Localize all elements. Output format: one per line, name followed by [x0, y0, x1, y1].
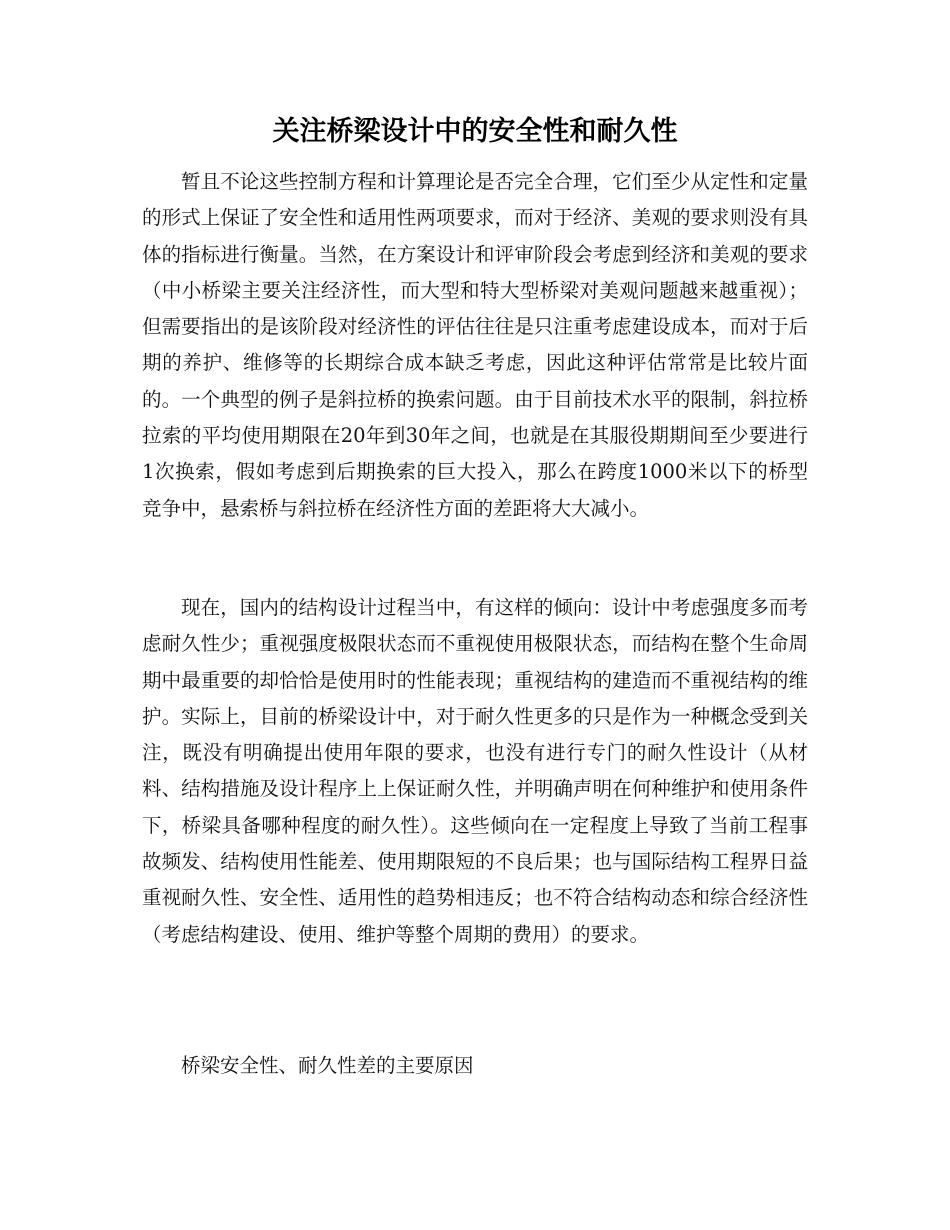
- paragraph-economy: 暂且不论这些控制方程和计算理论是否完全合理，它们至少从定性和定量的形式上保证了安全性和适用性两项要求，而对于经济、美观的要求则没有具体的指标进行衡量。当然，在方案设计和评审阶段会考虑到经济和美观的要求（中小桥梁主要关注经济性，而大型和特大型桥梁对美观问题越来越重视）；但需要指出的是该阶段对经济性的评估往往是只注重考虑建设成本，而对于后期的养护、维修等的长期综合成本缺乏考虑，因此这种评估常常是比较片面的。一个典型的例子是斜拉桥的换索问题。由于目前技术水平的限制，斜拉桥拉索的平均使用期限在20年到30年之间，也就是在其服役期期间至少要进行1次换索，假如考虑到后期换索的巨大投入，那么在跨度1000米以下的桥型竞争中，悬索桥与斜拉桥在经济性方面的差距将大大减小。: [142, 170, 808, 520]
- paragraph-durability: 现在，国内的结构设计过程当中，有这样的倾向：设计中考虑强度多而考虑耐久性少；重视强度极限状态而不重视使用极限状态，而结构在整个生命周期中最重要的却恰恰是使用时的性能表现；重视结构的建造而不重视结构的维护。实际上，目前的桥梁设计中，对于耐久性更多的只是作为一种概念受到关注，既没有明确提出使用年限的要求，也没有进行专门的耐久性设计（从材料、结构措施及设计程序上上保证耐久性，并明确声明在何种维护和使用条件下，桥梁具备哪种程度的耐久性）。这些倾向在一定程度上导致了当前工程事故频发、结构使用性能差、使用期限短的不良后果；也与国际结构工程界日益重视耐久性、安全性、适用性的趋势相违反；也不符合结构动态和综合经济性（考虑结构建设、使用、维护等整个周期的费用）的要求。: [142, 596, 808, 946]
- section-heading-causes: 桥梁安全性、耐久性差的主要原因: [181, 1054, 474, 1077]
- document-title: 关注桥梁设计中的安全性和耐久性: [272, 116, 678, 147]
